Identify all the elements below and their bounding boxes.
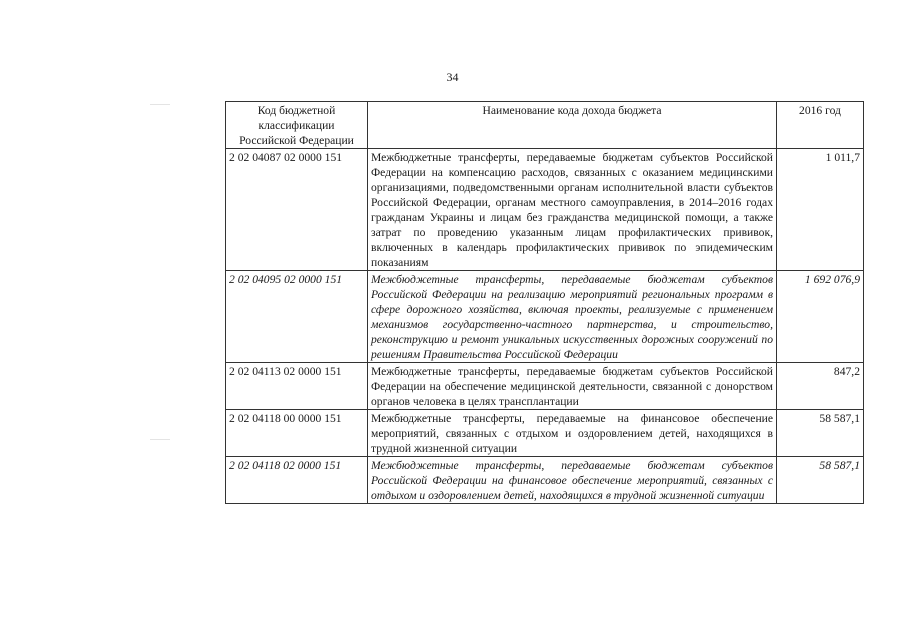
- row-name: Межбюджетные трансферты, передаваемые бюджетам субъектов Российской Федерации на обеспечение медицинской деятельности, связанной с донорством органов человека в целях трансплантации: [368, 363, 777, 410]
- budget-revenue-table: [225, 101, 864, 504]
- row-code: 2 02 04095 02 0000 151: [226, 271, 368, 363]
- header-code: Код бюджетной классификации Российской Федерации: [226, 102, 368, 149]
- row-name: Межбюджетные трансферты, передаваемые бюджетам субъектов Российской Федерации на финансовое обеспечение мероприятий, связанных с отдыхом и оздоровлением детей, находящихся в трудной жизненной ситуации: [368, 457, 777, 504]
- header-value: 2016 год: [777, 102, 864, 149]
- table-header-row: [226, 102, 864, 149]
- row-value: 1 692 076,9: [777, 271, 864, 363]
- row-name: Межбюджетные трансферты, передаваемые бюджетам субъектов Российской Федерации на компенсацию расходов, связанных с оказанием медицинскими организациями, подведомственными органам исполнительной власти субъектов Российской Федерации, органам местного самоуправления, в 2014–2016 годах гражданам Украины и лицам без гражданства медицинской помощи, а также затрат по проведению указанным лицам профилактических прививок, включенных в календарь профилактических прививок по эпидемическим показаниям: [368, 149, 777, 271]
- table-row: [226, 363, 864, 410]
- row-value: 58 587,1: [777, 457, 864, 504]
- margin-mark: [150, 439, 170, 440]
- table-row: [226, 457, 864, 504]
- row-value: 1 011,7: [777, 149, 864, 271]
- page-number: 34: [446, 70, 459, 84]
- row-value: 58 587,1: [777, 410, 864, 457]
- row-code: 2 02 04118 02 0000 151: [226, 457, 368, 504]
- table-row: [226, 271, 864, 363]
- row-name: Межбюджетные трансферты, передаваемые на финансовое обеспечение мероприятий, связанных с отдыхом и оздоровлением детей, находящихся в трудной жизненной ситуации: [368, 410, 777, 457]
- margin-mark: [150, 104, 170, 105]
- row-value: 847,2: [777, 363, 864, 410]
- row-name: Межбюджетные трансферты, передаваемые бюджетам субъектов Российской Федерации на реализацию мероприятий региональных программ в сфере дорожного хозяйства, включая проекты, реализуемые с применением механизмов государственно-частного партнерства, и строительство, реконструкцию и ремонт уникальных искусственных дорожных сооружений по решениям Правительства Российской Федерации: [368, 271, 777, 363]
- header-name: Наименование кода дохода бюджета: [368, 102, 777, 149]
- table-row: [226, 149, 864, 271]
- row-code: 2 02 04087 02 0000 151: [226, 149, 368, 271]
- row-code: 2 02 04113 02 0000 151: [226, 363, 368, 410]
- row-code: 2 02 04118 00 0000 151: [226, 410, 368, 457]
- table-row: [226, 410, 864, 457]
